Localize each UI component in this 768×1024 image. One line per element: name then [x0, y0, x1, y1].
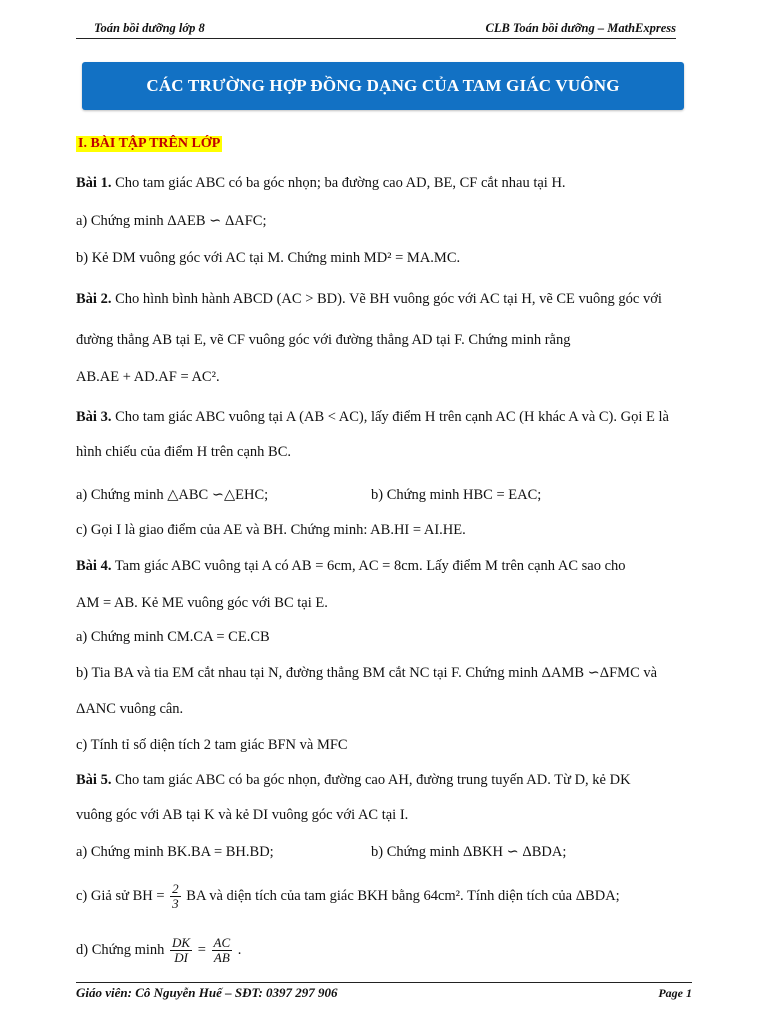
exercise-2-line — [76, 290, 692, 308]
exercise-5-line — [76, 771, 692, 789]
exercise-5c-start: c) Giả sử BH = — [76, 888, 165, 904]
exercise-5a: a) Chứng minh BK.BA = BH.BD; — [76, 844, 274, 860]
exercise-4a: a) Chứng minh CM.CA = CE.CB — [76, 629, 270, 645]
fraction-denominator: 3 — [172, 896, 179, 912]
exercise-1b: b) Kẻ DM vuông góc với AC tại M. Chứng minh MD² = MA.MC. — [76, 250, 461, 266]
header-right: CLB Toán bồi dưỡng – MathExpress — [485, 21, 676, 35]
exercise-label: Bài 2. — [76, 291, 112, 307]
page-header — [76, 18, 676, 39]
exercise-1a: a) Chứng minh ΔAEB ∽ ΔAFC; — [76, 213, 267, 229]
exercise-text: Cho tam giác ABC có ba góc nhọn, đường cao AH, đường trung tuyến AD. Từ D, kẻ DK — [115, 772, 631, 788]
exercise-4b: b) Tia BA và tia EM cắt nhau tại N, đường thẳng BM cắt NC tại F. Chứng minh ΔAMB ∽ΔFMC và — [76, 665, 658, 681]
exercise-text: Cho tam giác ABC có ba góc nhọn; ba đường cao AD, BE, CF cắt nhau tại H. — [115, 175, 566, 191]
exercise-5c-end: BA và diện tích của tam giác BKH bằng 64cm². Tính diện tích của ΔBDA; — [186, 888, 620, 904]
exercise-3-line — [76, 408, 692, 426]
fraction-ac-ab — [212, 936, 233, 965]
exercise-text: Tam giác ABC vuông tại A có AB = 6cm, AC = 8cm. Lấy điểm M trên cạnh AC sao cho — [114, 558, 626, 574]
exercise-5d-start: d) Chứng minh — [76, 942, 165, 958]
fraction-denominator: DI — [174, 950, 188, 966]
exercise-5c — [76, 880, 692, 912]
exercise-4-line-2: AM = AB. Kẻ ME vuông góc với BC tại E. — [76, 595, 328, 611]
exercise-label: Bài 5. — [76, 772, 112, 788]
page-number: Page 1 — [658, 986, 692, 1000]
title-banner — [82, 62, 684, 110]
fraction-numerator: AC — [213, 935, 231, 951]
period: . — [237, 942, 242, 958]
fraction-denominator: AB — [213, 950, 230, 966]
equals-sign: = — [197, 942, 206, 958]
fraction-numerator: DK — [172, 935, 191, 951]
footer-teacher: Giáo viên: Cô Nguyễn Huế – SĐT: 0397 297 906 — [76, 985, 338, 1000]
exercise-4-line — [76, 557, 692, 575]
exercise-label: Bài 4. — [76, 558, 112, 574]
exercise-2-line-2: đường thẳng AB tại E, vẽ CF vuông góc với đường thẳng AD tại F. Chứng minh rằng — [76, 332, 571, 348]
exercise-3b: b) Chứng minh HBC = EAC; — [371, 487, 542, 503]
exercise-text: Cho tam giác ABC vuông tại A (AB < AC), lấy điểm H trên cạnh AC (H khác A và C). Gọi E là — [115, 409, 669, 425]
exercise-4b-cont: ΔANC vuông cân. — [76, 701, 184, 717]
header-left: Toán bồi dưỡng lớp 8 — [94, 21, 205, 35]
page-footer — [76, 982, 692, 1005]
exercise-3-line-2: hình chiếu của điểm H trên cạnh BC. — [76, 444, 292, 460]
exercise-5d — [76, 934, 692, 966]
section-heading: I. BÀI TẬP TRÊN LỚP — [78, 136, 221, 151]
exercise-5-ab — [76, 843, 692, 861]
exercise-3a: a) Chứng minh △ABC ∽△EHC; — [76, 487, 269, 503]
exercise-1-line — [76, 174, 692, 192]
exercise-label: Bài 3. — [76, 409, 112, 425]
fraction-numerator: 2 — [172, 881, 179, 897]
exercise-2-line-3: AB.AE + AD.AF = AC². — [76, 369, 220, 385]
exercise-5b: b) Chứng minh ΔBKH ∽ ΔBDA; — [371, 844, 567, 860]
exercise-3-ab — [76, 486, 692, 504]
exercise-4c: c) Tính tỉ số diện tích 2 tam giác BFN và MFC — [76, 737, 348, 753]
fraction-dk-di — [170, 936, 192, 965]
exercise-label: Bài 1. — [76, 175, 112, 191]
page-title: CÁC TRƯỜNG HỢP ĐỒNG DẠNG CỦA TAM GIÁC VUÔNG — [146, 76, 620, 95]
exercise-5-line-2: vuông góc với AB tại K và kẻ DI vuông góc với AC tại I. — [76, 807, 409, 823]
fraction — [170, 882, 181, 911]
exercise-text: Cho hình bình hành ABCD (AC > BD). Vẽ BH vuông góc với AC tại H, vẽ CE vuông góc với — [115, 291, 662, 307]
exercise-3c: c) Gọi I là giao điểm của AE và BH. Chứng minh: AB.HI = AI.HE. — [76, 522, 466, 538]
